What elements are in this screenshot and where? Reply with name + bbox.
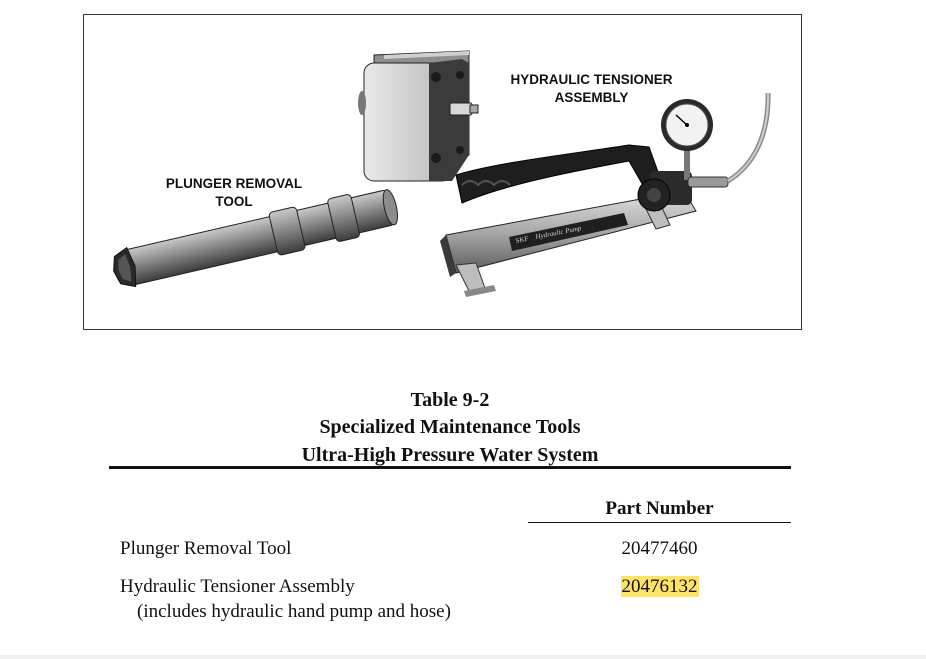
row-2-note: (includes hydraulic hand pump and hose) — [137, 601, 451, 622]
callout-plunger-removal-tool — [154, 175, 314, 211]
row-2-description: Hydraulic Tensioner Assembly — [120, 576, 355, 597]
callout-line: TOOL — [215, 194, 253, 209]
part-number-header: Part Number — [605, 498, 714, 519]
row-2-part-number-cell — [528, 575, 791, 599]
column-header-rule — [528, 522, 791, 523]
tensioner-block-drawing — [358, 51, 478, 181]
highlighted-part-number[interactable]: 20476132 — [621, 576, 698, 597]
callout-hydraulic-tensioner — [489, 71, 694, 107]
page-bottom-edge — [0, 655, 926, 659]
pump-brand: SKF — [514, 234, 529, 245]
row-1-part-number: 20477460 — [621, 538, 698, 559]
table-number: Table 9-2 — [410, 389, 490, 411]
table-subtitle: Ultra-High Pressure Water System — [301, 444, 599, 466]
callout-line: HYDRAULIC TENSIONER — [510, 72, 673, 87]
hydraulic-pump-drawing — [440, 93, 768, 297]
tools-drawing — [84, 15, 803, 331]
row-1-description: Plunger Removal Tool — [120, 538, 292, 559]
callout-line: PLUNGER REMOVAL — [165, 176, 303, 191]
pump-label: Hydraulic Pump — [534, 224, 582, 241]
table-top-rule — [109, 466, 791, 469]
tools-illustration — [83, 14, 802, 330]
table-title: Specialized Maintenance Tools — [319, 416, 581, 438]
callout-line: ASSEMBLY — [554, 90, 629, 105]
